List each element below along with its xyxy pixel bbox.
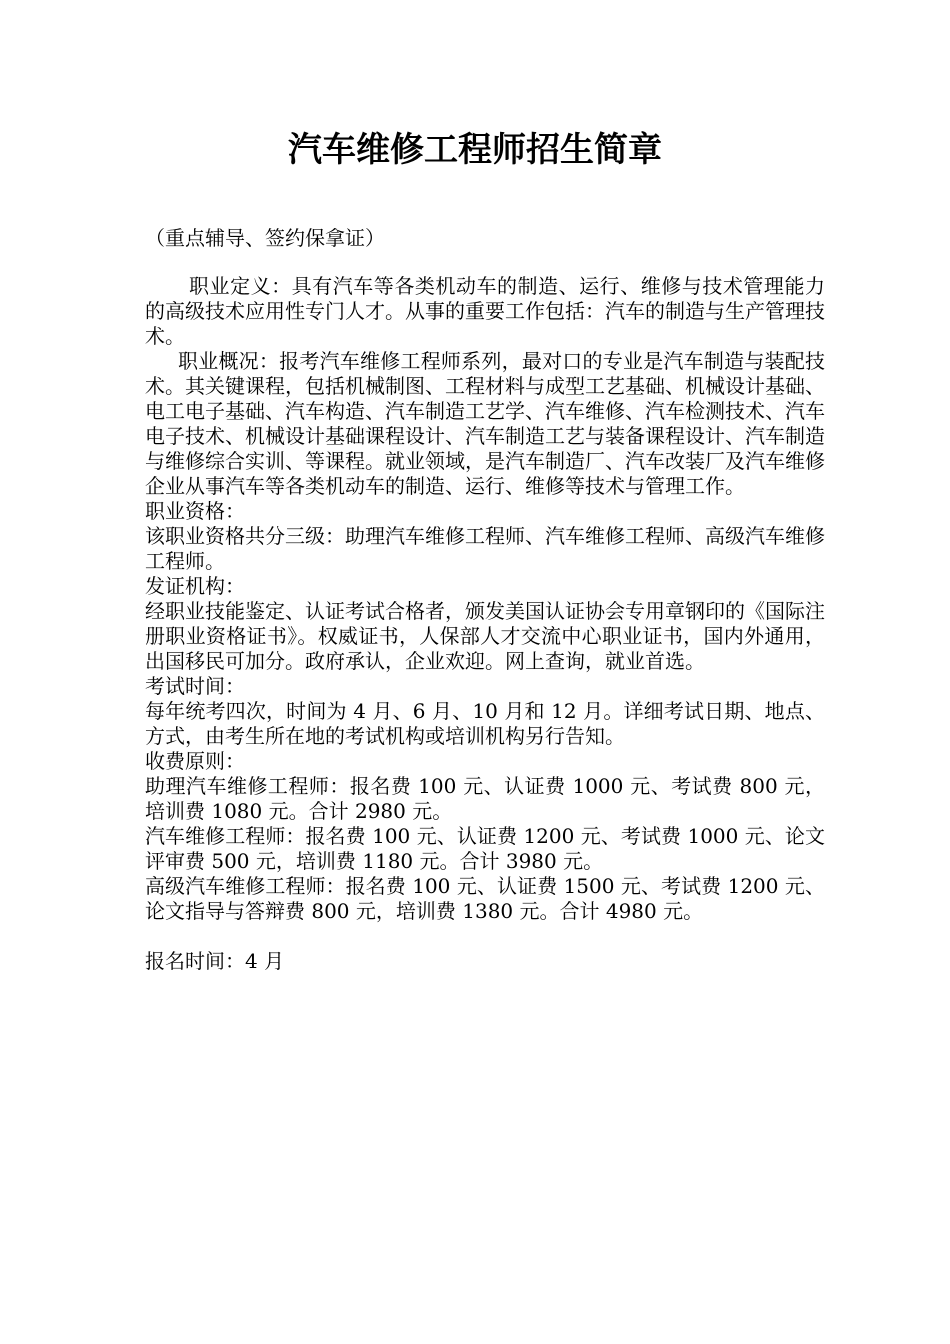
subtitle: （重点辅导、签约保拿证）: [145, 226, 385, 250]
registration-line: 报名时间：4 月: [145, 949, 285, 973]
document-body: [145, 274, 825, 974]
issuer-heading: 发证机构：: [145, 574, 245, 598]
spacer: [145, 924, 825, 949]
fee-assistant-paragraph: 助理汽车维修工程师：报名费 100 元、认证费 1000 元、考试费 800 元，培训费 1080 元。合计 2980 元。: [145, 774, 825, 823]
exam-paragraph: 每年统考四次，时间为 4 月、6 月、10 月和 12 月。详细考试日期、地点、方式，由考生所在地的考试机构或培训机构另行告知。: [145, 699, 825, 748]
fee-senior-paragraph: 高级汽车维修工程师：报名费 100 元、认证费 1500 元、考试费 1200 元、论文指导与答辩费 800 元，培训费 1380 元。合计 4980 元。: [145, 874, 825, 923]
qualification-paragraph: 该职业资格共分三级：助理汽车维修工程师、汽车维修工程师、高级汽车维修工程师。: [145, 524, 825, 573]
fee-engineer-paragraph: 汽车维修工程师：报名费 100 元、认证费 1200 元、考试费 1000 元、论文评审费 500 元，培训费 1180 元。合计 3980 元。: [145, 824, 825, 873]
issuer-paragraph: 经职业技能鉴定、认证考试合格者，颁发美国认证协会专用章钢印的《国际注册职业资格证书》。权威证书，人保部人才交流中心职业证书，国内外通用，出国移民可加分。政府承认，企业欢迎。网上查询，就业首选。: [145, 599, 825, 673]
page-title: 汽车维修工程师招生简章: [288, 130, 662, 170]
qualification-heading: 职业资格：: [145, 499, 245, 523]
definition-paragraph: 职业定义：具有汽车等各类机动车的制造、运行、维修与技术管理能力的高级技术应用性专门人才。从事的重要工作包括：汽车的制造与生产管理技术。: [145, 274, 825, 348]
fee-heading: 收费原则：: [145, 749, 245, 773]
overview-paragraph: 职业概况：报考汽车维修工程师系列，最对口的专业是汽车制造与装配技术。其关键课程，包括机械制图、工程材料与成型工艺基础、机械设计基础、电工电子基础、汽车构造、汽车制造工艺学、汽车维修、汽车检测技术、汽车电子技术、机械设计基础课程设计、汽车制造工艺与装备课程设计、汽车制造与维修综合实训、等课程。就业领域，是汽车制造厂、汽车改装厂及汽车维修企业从事汽车等各类机动车的制造、运行、维修等技术与管理工作。: [145, 349, 825, 498]
exam-heading: 考试时间：: [145, 674, 245, 698]
